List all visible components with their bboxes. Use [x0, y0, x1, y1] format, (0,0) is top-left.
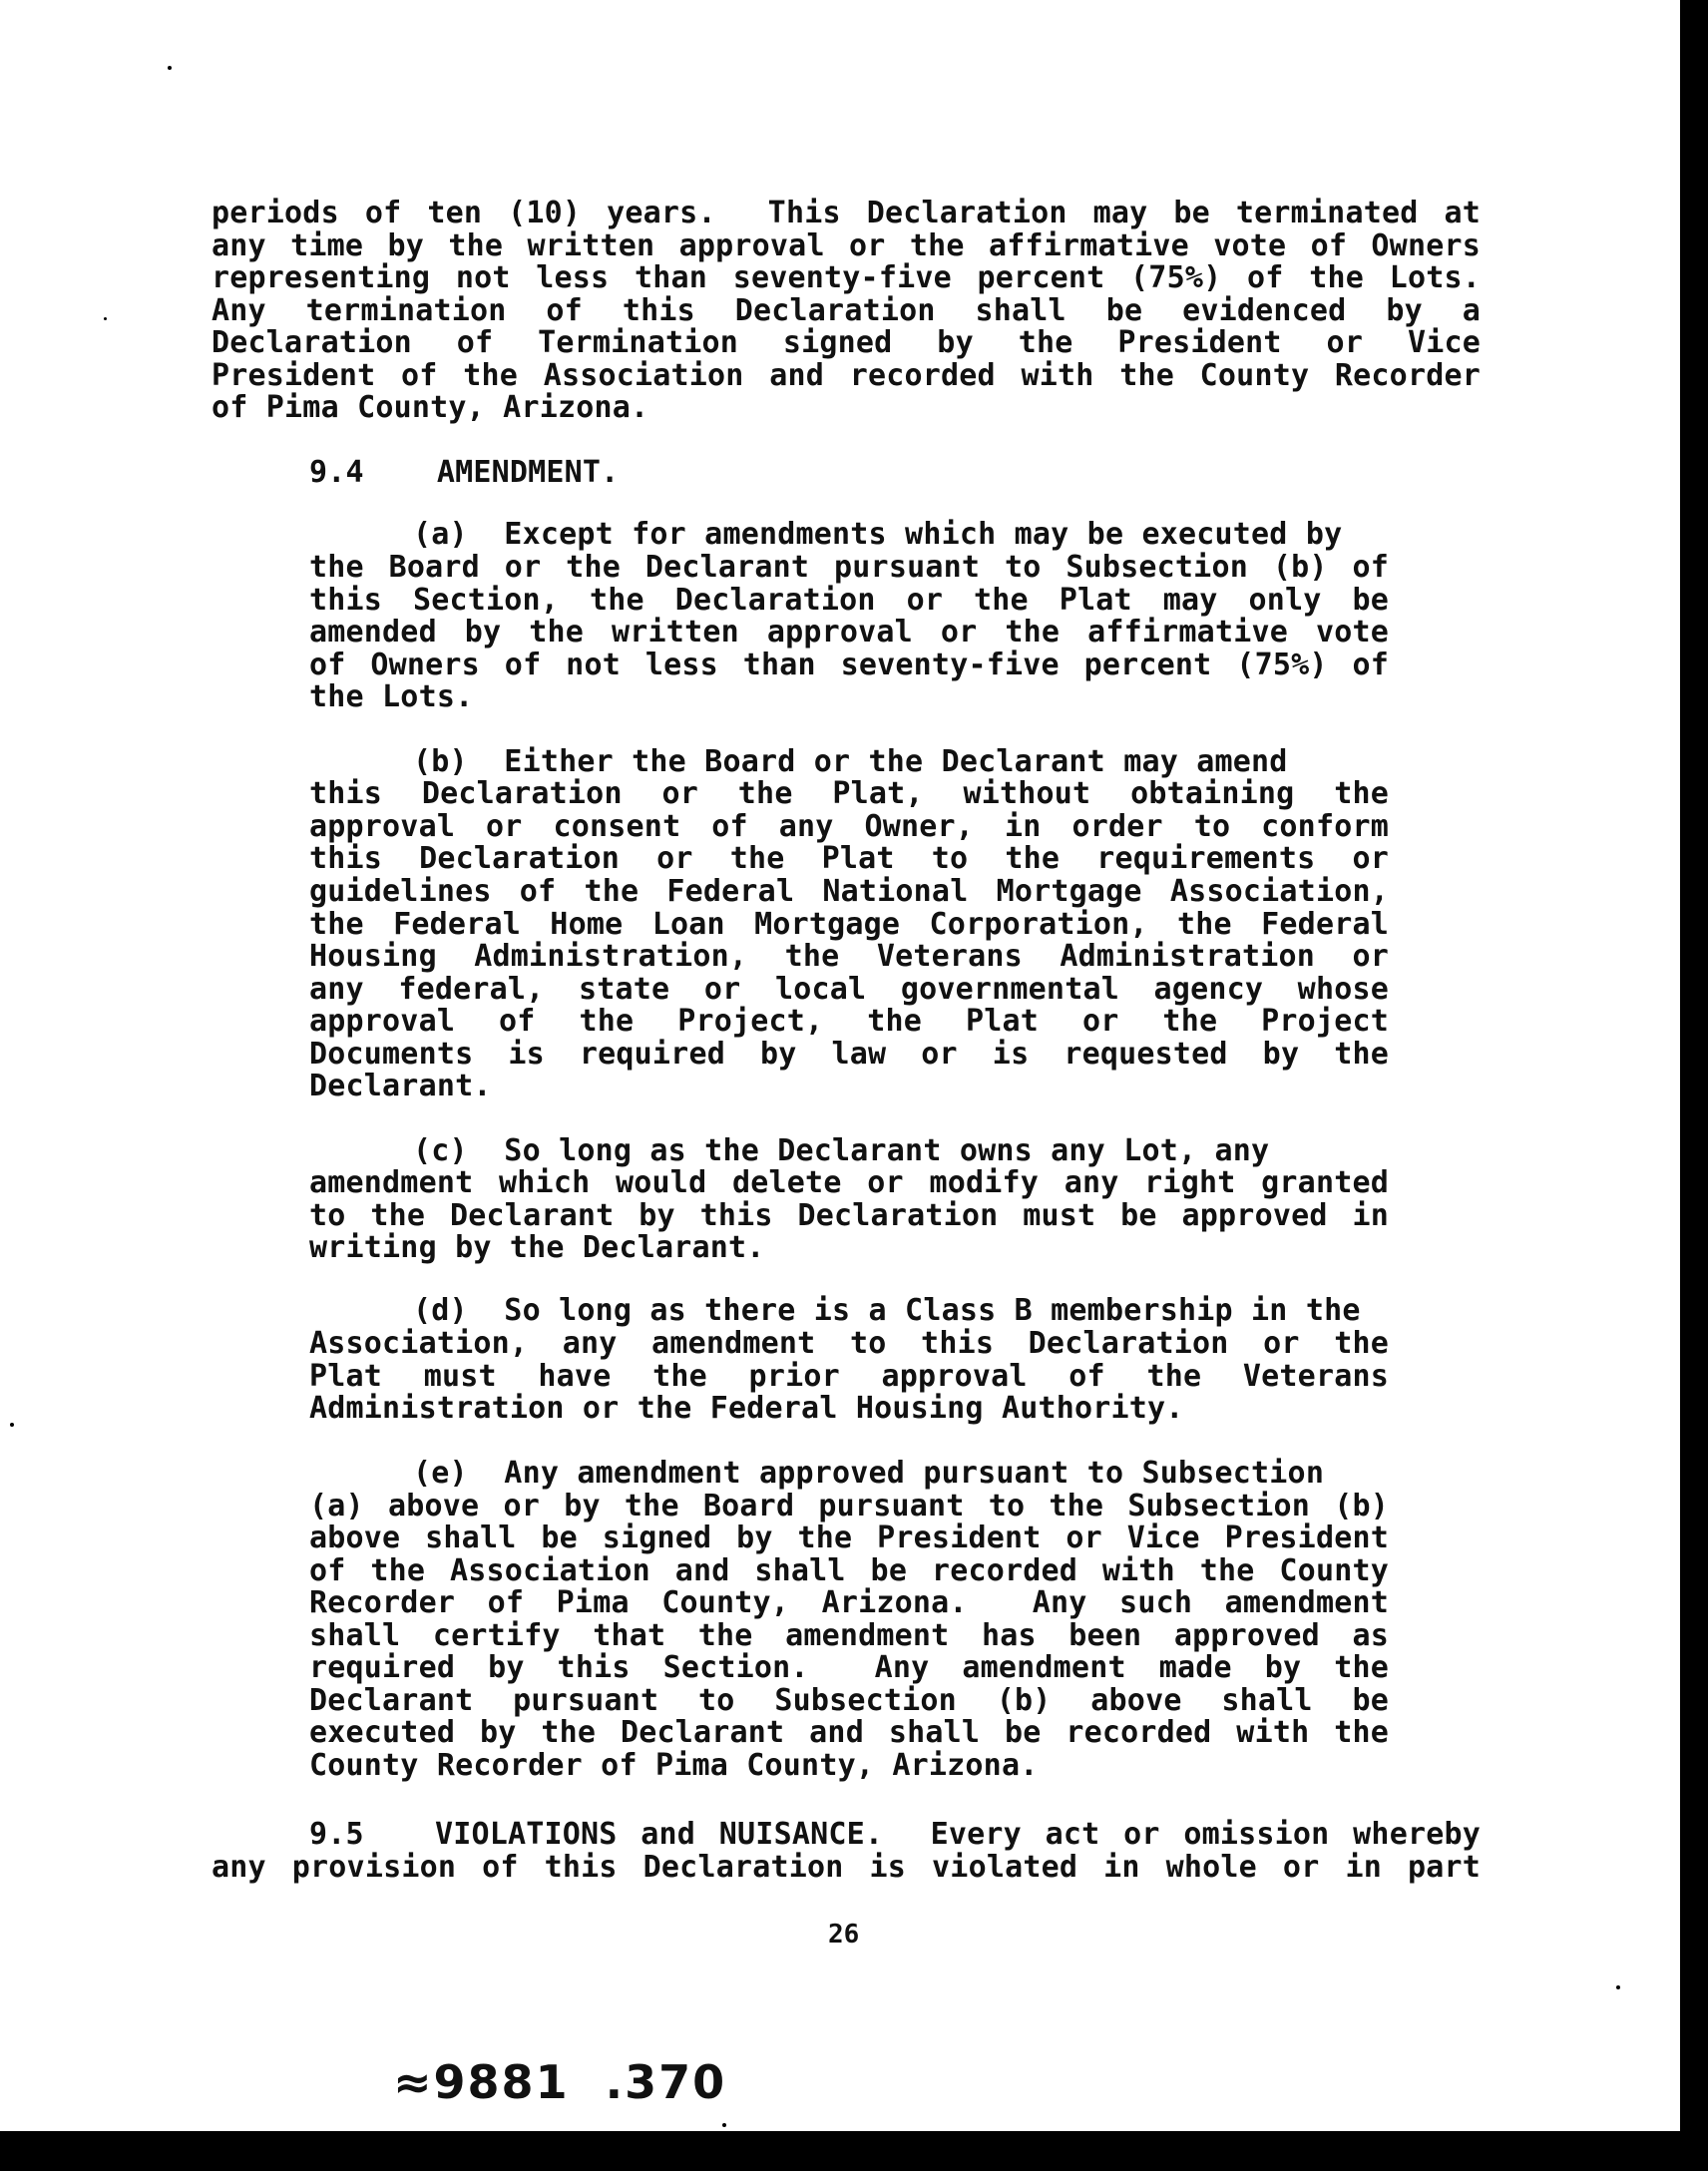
- scan-border-bottom: [0, 2131, 1708, 2171]
- scan-speck: [1616, 1985, 1620, 1989]
- text-line: (e) Any amendment approved pursuant to Subsection: [413, 1456, 1325, 1491]
- text-line: approval of the Project, the Plat or the Project: [309, 1004, 1389, 1039]
- text-line: periods of ten (10) years. This Declaration may be terminated at: [212, 196, 1481, 230]
- scan-speck: [104, 317, 107, 320]
- text-line: the Lots.: [309, 679, 474, 714]
- text-line: this Section, the Declaration or the Plat may only be: [309, 583, 1389, 618]
- text-line: the Board or the Declarant pursuant to Subsection (b) of: [309, 550, 1389, 585]
- text-line: this Declaration or the Plat to the requirements or: [309, 841, 1389, 876]
- text-line: Plat must have the prior approval of the Veterans: [309, 1359, 1389, 1394]
- text-line: of the Association and shall be recorded with the County: [309, 1553, 1389, 1588]
- scan-border-right: [1680, 0, 1708, 2171]
- text-line: Declaration of Termination signed by the President or Vice: [212, 325, 1481, 360]
- text-line: of Pima County, Arizona.: [212, 390, 649, 425]
- document-code: ≈9881 .370: [393, 2055, 727, 2109]
- text-line: executed by the Declarant and shall be recorded with the: [309, 1715, 1389, 1750]
- text-line: representing not less than seventy-five percent (75%) of the Lots.: [212, 260, 1481, 295]
- text-line: Documents is required by law or is requested by the: [309, 1037, 1389, 1072]
- scan-speck: [10, 1423, 14, 1427]
- text-line: amended by the written approval or the affirmative vote: [309, 615, 1389, 650]
- text-line: above shall be signed by the President or Vice President: [309, 1520, 1389, 1555]
- text-line: this Declaration or the Plat, without obtaining the: [309, 776, 1389, 811]
- text-line: Any termination of this Declaration shall be evidenced by a: [212, 293, 1481, 328]
- text-line: Declarant.: [309, 1069, 492, 1103]
- text-line: of Owners of not less than seventy-five percent (75%) of: [309, 648, 1389, 682]
- text-line: shall certify that the amendment has been approved as: [309, 1618, 1389, 1653]
- text-line: Association, any amendment to this Declaration or the: [309, 1326, 1389, 1361]
- text-line: to the Declarant by this Declaration must be approved in: [309, 1198, 1389, 1233]
- text-line: President of the Association and recorded with the County Recorder: [212, 358, 1481, 393]
- text-line: any federal, state or local governmental agency whose: [309, 972, 1389, 1007]
- text-line: any provision of this Declaration is violated in whole or in part: [212, 1850, 1481, 1885]
- text-line: (a) above or by the Board pursuant to the Subsection (b): [309, 1489, 1389, 1523]
- text-line: (a) Except for amendments which may be executed by: [413, 517, 1343, 552]
- text-line: (b) Either the Board or the Declarant may amend: [413, 744, 1288, 779]
- text-line: Housing Administration, the Veterans Administration or: [309, 939, 1389, 974]
- text-line: Recorder of Pima County, Arizona. Any such amendment: [309, 1585, 1389, 1620]
- text-line: Declarant pursuant to Subsection (b) above shall be: [309, 1683, 1389, 1718]
- text-line: any time by the written approval or the affirmative vote of Owners: [212, 228, 1481, 263]
- text-line: (c) So long as the Declarant owns any Lot, any: [413, 1133, 1270, 1168]
- page-number: 26: [828, 1920, 860, 1950]
- text-line: guidelines of the Federal National Mortgage Association,: [309, 874, 1389, 909]
- text-line: required by this Section. Any amendment made by the: [309, 1650, 1389, 1685]
- text-line: (d) So long as there is a Class B membership in the: [413, 1293, 1361, 1328]
- text-line: approval or consent of any Owner, in order to conform: [309, 809, 1389, 844]
- text-line: amendment which would delete or modify any right granted: [309, 1165, 1389, 1200]
- scan-speck: [168, 66, 172, 70]
- section-heading-amendment: 9.4 AMENDMENT.: [309, 455, 620, 490]
- scan-speck: [722, 2123, 726, 2127]
- text-line: County Recorder of Pima County, Arizona.: [309, 1748, 1039, 1783]
- text-line: Administration or the Federal Housing Authority.: [309, 1391, 1184, 1426]
- text-line: the Federal Home Loan Mortgage Corporation, the Federal: [309, 907, 1389, 942]
- text-line: writing by the Declarant.: [309, 1230, 765, 1265]
- text-line: 9.5 VIOLATIONS and NUISANCE. Every act or omission whereby: [309, 1817, 1481, 1852]
